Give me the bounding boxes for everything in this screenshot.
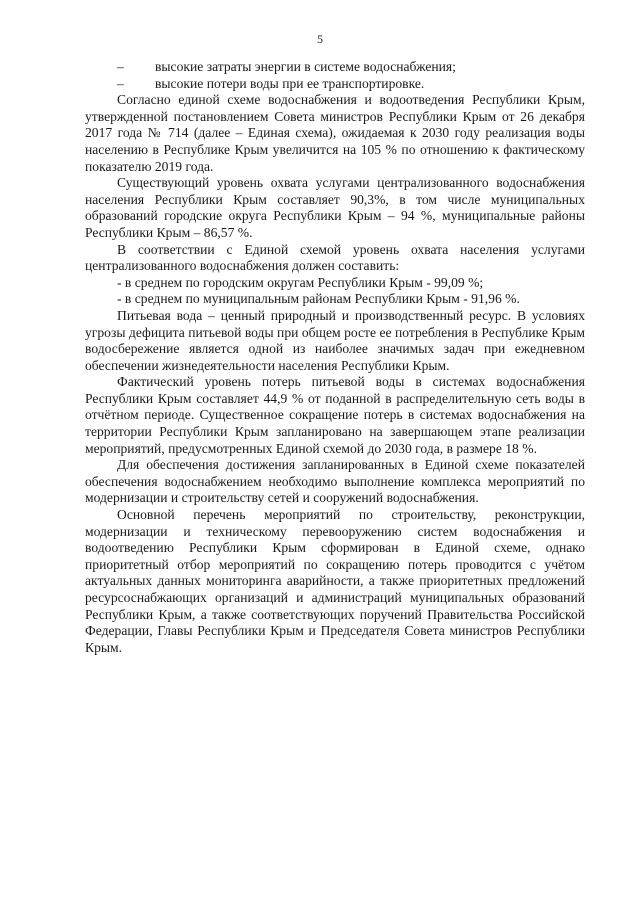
paragraph-water-losses: Фактический уровень потерь питьевой воды в системах водоснабжения Республики Крым составляет 44,9 % от поданной в распределительную сеть воды в отчётном периоде. Существенное сокращение потерь в системах водоснабжения на территории Республики Крым запланировано на завершающем этапе реализации мероприятий, предусмотренных Единой схемой до 2030 года, в размере 18 %. [85, 374, 585, 456]
dash-marker: – [117, 59, 124, 74]
paragraph-coverage-level: Существующий уровень охвата услугами централизованного водоснабжения населения Республики Крым составляет 90,3%, в том числе муниципальных образований городские округа Республики Крым – 94 %, муниципальные районы Республики Крым – 86,57 %. [85, 175, 585, 240]
coverage-target-urban: - в среднем по городским округам Республики Крым - 99,09 %; [117, 274, 484, 290]
paragraph-measures-list: Основной перечень мероприятий по строительству, реконструкции, модернизации и техническому перевооружению систем водоснабжения и водоотведению Республики Крым сформирован в Единой схеме, однако приоритетный отбор мероприятий по сокращению потерь проводится с учётом актуальных данных мониторинга аварийности, а также приоритетных предложений ресурсоснабжающих организаций и администраций муниципальных образований Республики Крым, а также соответствующих поручений Правительства Российской Федерации, Главы Республики Крым и Председателя Совета министров Республики Крым. [85, 507, 585, 655]
paragraph-coverage-target: В соответствии с Единой схемой уровень охвата населения услугами централизованного водоснабжения должен составить: [85, 241, 585, 274]
paragraph-water-sales-forecast: Согласно единой схеме водоснабжения и водоотведения Республики Крым, утвержденной постановлением Совета министров Республики Крым от 26 декабря 2017 года № 714 (далее – Единая схема), ожидаемая к 2030 году реализация воды населению в Республике Крым увеличится на 105 % по отношению к фактическому показателю 2019 года. [85, 92, 585, 174]
list-item-text: высокие потери воды при ее транспортировке. [155, 75, 425, 91]
coverage-target-districts: - в среднем по муниципальным районам Республики Крым - 91,96 %. [117, 291, 520, 307]
list-item-text: высокие затраты энергии в системе водоснабжения; [155, 59, 456, 74]
dash-marker: – [117, 75, 124, 91]
list-item [85, 76, 585, 93]
paragraph-required-measures: Для обеспечения достижения запланированных в Единой схеме показателей обеспечения водоснабжением необходимо выполнение комплекса мероприятий по модернизации и строительству сетей и сооружений водоснабжения. [85, 457, 585, 506]
list-item [85, 59, 585, 76]
page-number: 5 [317, 32, 323, 46]
paragraph-drinking-water: Питьевая вода – ценный природный и производственный ресурс. В условиях угрозы дефицита питьевой воды при общем росте ее потребления в Республике Крым водосбережение является одной из наиболее значимых задач при ежедневном обеспечении жизнедеятельности населения Республики Крым. [85, 307, 585, 373]
document-body [85, 59, 585, 656]
